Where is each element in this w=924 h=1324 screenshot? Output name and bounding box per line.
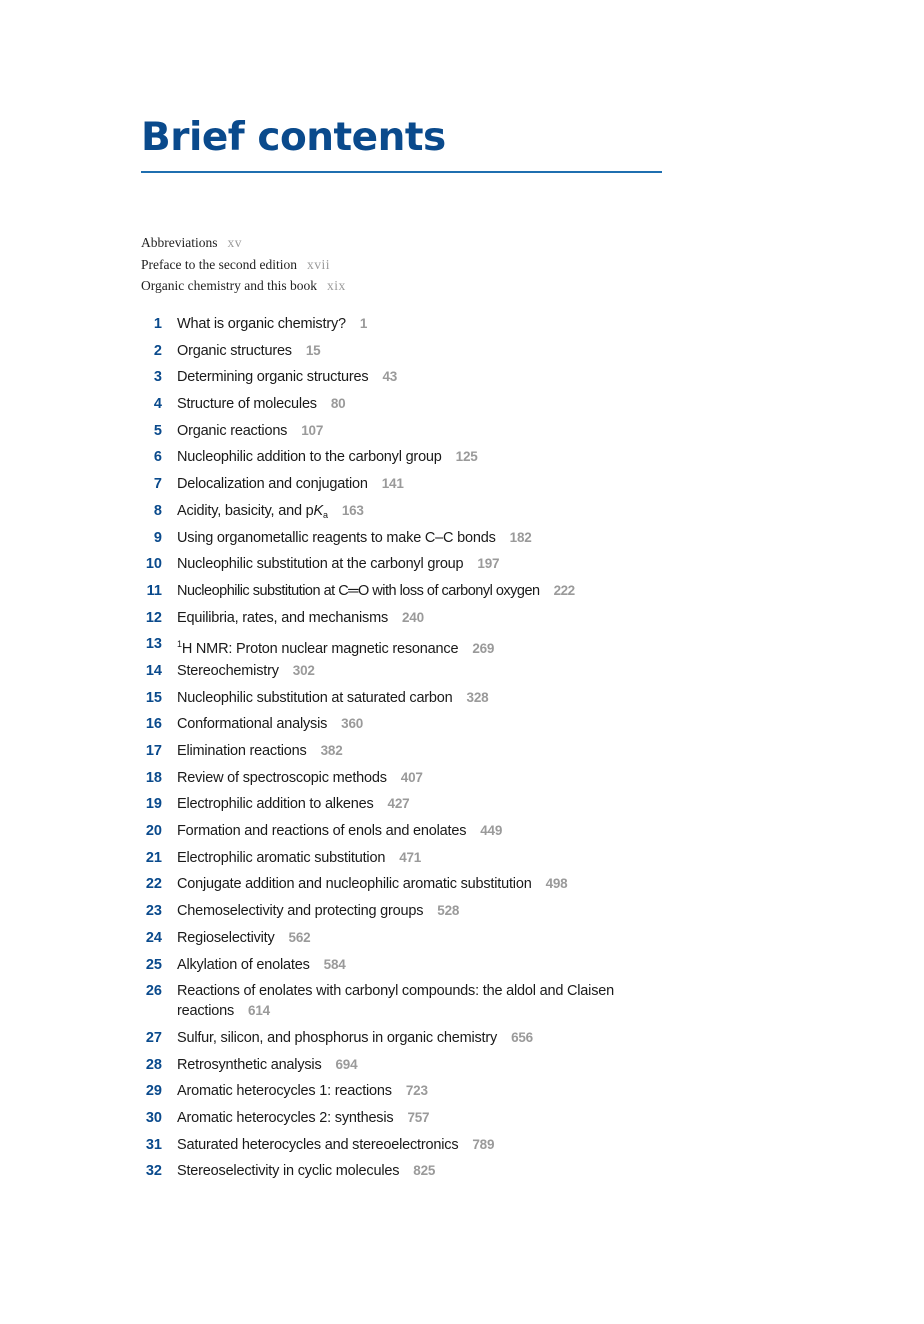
chapter-entry[interactable] [0,580,924,607]
chapter-title [177,641,458,657]
chapter-number: 25 [145,956,162,973]
chapter-entry[interactable] [0,1080,924,1107]
chapter-entry[interactable] [0,420,924,447]
chapter-title: Nucleophilic substitution at C═O with loss of carbonyl oxygen [177,582,540,599]
chapter-page: 584 [323,956,346,972]
chapter-title-subscript: a [323,509,328,520]
chapter-page: 125 [455,449,478,465]
chapter-number: 11 [146,582,162,599]
title-rule [141,171,662,173]
chapter-number: 9 [153,529,162,546]
chapter-title-text: H NMR: Proton nuclear magnetic resonance [181,641,459,658]
chapter-entry[interactable] [0,954,924,981]
chapter-number: 24 [145,929,162,946]
chapter-entry[interactable] [0,767,924,794]
chapter-page: 757 [407,1109,430,1125]
chapter-entry[interactable] [0,847,924,874]
chapter-page: 182 [509,529,532,545]
chapter-page: 656 [511,1029,533,1045]
chapter-entry[interactable] [0,793,924,820]
chapter-page: 449 [480,823,503,839]
chapter-entry[interactable] [0,820,924,847]
chapter-page: 302 [292,662,315,678]
chapter-entry[interactable] [0,687,924,714]
chapter-title: Nucleophilic substitution at the carbonyl group [177,556,464,573]
chapter-entry[interactable] [0,1160,924,1187]
page-title: Brief contents [141,115,446,160]
chapter-page: 141 [381,476,404,492]
chapter-entry[interactable] [0,1027,924,1054]
prelim-item[interactable] [141,275,741,297]
chapter-entry[interactable] [0,366,924,393]
chapter-list [0,313,924,1187]
chapter-number: 20 [145,823,162,840]
chapter-page: 269 [472,641,495,657]
chapter-title: Conjugate addition and nucleophilic aromatic substitution [177,876,532,893]
chapter-number: 5 [153,422,162,439]
chapter-number: 12 [145,609,162,626]
chapter-title: Organic structures [177,342,292,359]
chapter-number: 3 [153,369,162,386]
chapter-page: 471 [399,849,422,865]
chapter-number: 17 [145,743,162,759]
chapter-number: 27 [145,1029,162,1046]
chapter-title-superscript: 1 [177,639,182,650]
chapter-title: Stereoselectivity in cyclic molecules [177,1163,400,1180]
chapter-title: Stereochemistry [177,662,279,679]
chapter-page: 80 [330,396,346,412]
chapter-entry[interactable] [0,927,924,954]
chapter-title: Aromatic heterocycles 2: synthesis [177,1109,394,1126]
prelim-page: xvii [306,256,330,272]
chapter-page: 498 [545,876,568,892]
chapter-page: 222 [553,582,575,598]
chapter-entry[interactable] [0,633,924,660]
prelim-label: Organic chemistry and this book [141,278,317,293]
chapter-number: 18 [145,769,162,786]
chapter-page: 825 [413,1163,436,1179]
prelim-label: Preface to the second edition [141,256,297,272]
chapter-number: 29 [145,1083,162,1100]
chapter-number: 21 [145,849,162,866]
chapter-entry[interactable] [0,873,924,900]
chapter-number: 14 [145,662,162,679]
chapter-title: Structure of molecules [177,396,317,413]
chapter-number: 10 [145,556,162,573]
chapter-page: 197 [477,556,500,572]
chapter-title: Alkylation of enolates [177,956,310,973]
chapter-page: 360 [341,716,364,732]
chapter-number: 7 [153,476,162,493]
chapter-title: Sulfur, silicon, and phosphorus in organic chemistry [177,1029,498,1046]
chapter-page: 382 [320,743,343,758]
chapter-number: 13 [145,636,162,653]
chapter-number: 16 [145,716,162,733]
chapter-number: 15 [145,689,162,706]
chapter-entry[interactable] [0,1107,924,1134]
chapter-title: Conformational analysis [177,716,328,733]
chapter-number: 28 [145,1056,162,1073]
chapter-title: Using organometallic reagents to make C–C bonds [177,529,496,546]
chapter-title: Delocalization and conjugation [177,476,368,493]
chapter-entry[interactable] [0,446,924,473]
chapter-page: 407 [400,769,423,785]
chapter-entry[interactable] [0,313,924,340]
chapter-title-italic: K [313,502,323,519]
chapter-title: Equilibria, rates, and mechanisms [177,609,388,626]
prelim-item[interactable] [141,254,741,276]
chapter-title: Electrophilic aromatic substitution [177,849,386,866]
chapter-page: 427 [387,796,410,812]
chapter-number: 26 [145,983,162,1000]
chapter-page: 240 [402,609,424,625]
chapter-page: 614 [248,1003,270,1019]
chapter-page: 1 [359,316,368,331]
chapter-entry[interactable] [0,1134,924,1161]
chapter-entry[interactable] [0,660,924,687]
chapter-entry[interactable] [0,393,924,420]
chapter-title: Elimination reactions [177,743,307,759]
chapter-title: Formation and reactions of enols and enolates [177,823,467,840]
chapter-page: 163 [341,502,364,518]
chapter-entry[interactable] [0,527,924,554]
chapter-title: Chemoselectivity and protecting groups [177,903,424,920]
chapter-entry[interactable] [0,473,924,500]
chapter-entry[interactable] [0,740,924,767]
chapter-title [177,503,328,519]
chapter-page: 723 [405,1083,428,1099]
chapter-title: Nucleophilic substitution at saturated carbon [177,689,453,706]
chapter-page: 107 [301,422,324,438]
chapter-number: 31 [145,1136,162,1153]
chapter-number: 19 [145,796,162,813]
chapter-title: Determining organic structures [177,369,369,386]
chapter-number: 2 [153,342,162,359]
chapter-entry[interactable] [0,500,924,527]
prelim-page: xix [326,278,346,293]
chapter-title: Retrosynthetic analysis [177,1056,322,1073]
chapter-page: 694 [335,1056,358,1072]
chapter-title-text: Acidity, basicity, and p [177,502,314,519]
chapter-title: Nucleophilic addition to the carbonyl group [177,449,442,466]
chapter-entry[interactable] [0,900,924,927]
chapter-entry[interactable] [0,713,924,740]
chapter-page: 43 [382,369,398,385]
chapter-title: Organic reactions [177,422,288,439]
chapter-title: Saturated heterocycles and stereoelectronics [177,1136,459,1153]
prelim-label: Abbreviations [141,235,218,250]
chapter-number: 32 [145,1163,162,1180]
chapter-page: 328 [466,689,489,705]
chapter-number: 4 [153,396,162,413]
prelim-item[interactable] [141,232,741,254]
chapter-number: 22 [145,876,162,893]
chapter-number: 6 [153,449,162,466]
chapter-title: Review of spectroscopic methods [177,769,387,786]
chapter-entry[interactable] [0,607,924,634]
chapter-title: Electrophilic addition to alkenes [177,796,374,813]
prelim-page: xv [227,235,242,250]
prelims-list [141,232,741,297]
chapter-title: What is organic chemistry? [177,316,346,332]
chapter-number: 23 [145,903,162,920]
chapter-page: 15 [305,342,321,358]
chapter-number: 8 [153,502,162,519]
chapter-page: 789 [472,1136,495,1152]
chapter-entry[interactable] [0,340,924,367]
chapter-title: Reactions of enolates with carbonyl compounds: the aldol and Claisen reactions [177,983,614,1020]
chapter-title: Aromatic heterocycles 1: reactions [177,1083,392,1100]
chapter-number: 1 [153,316,162,332]
chapter-title: Regioselectivity [177,929,275,946]
chapter-number: 30 [145,1109,162,1126]
chapter-entry[interactable] [0,980,924,1027]
chapter-page: 528 [437,903,460,919]
chapter-page: 562 [288,929,311,945]
chapter-entry[interactable] [0,1054,924,1081]
chapter-entry[interactable] [0,553,924,580]
